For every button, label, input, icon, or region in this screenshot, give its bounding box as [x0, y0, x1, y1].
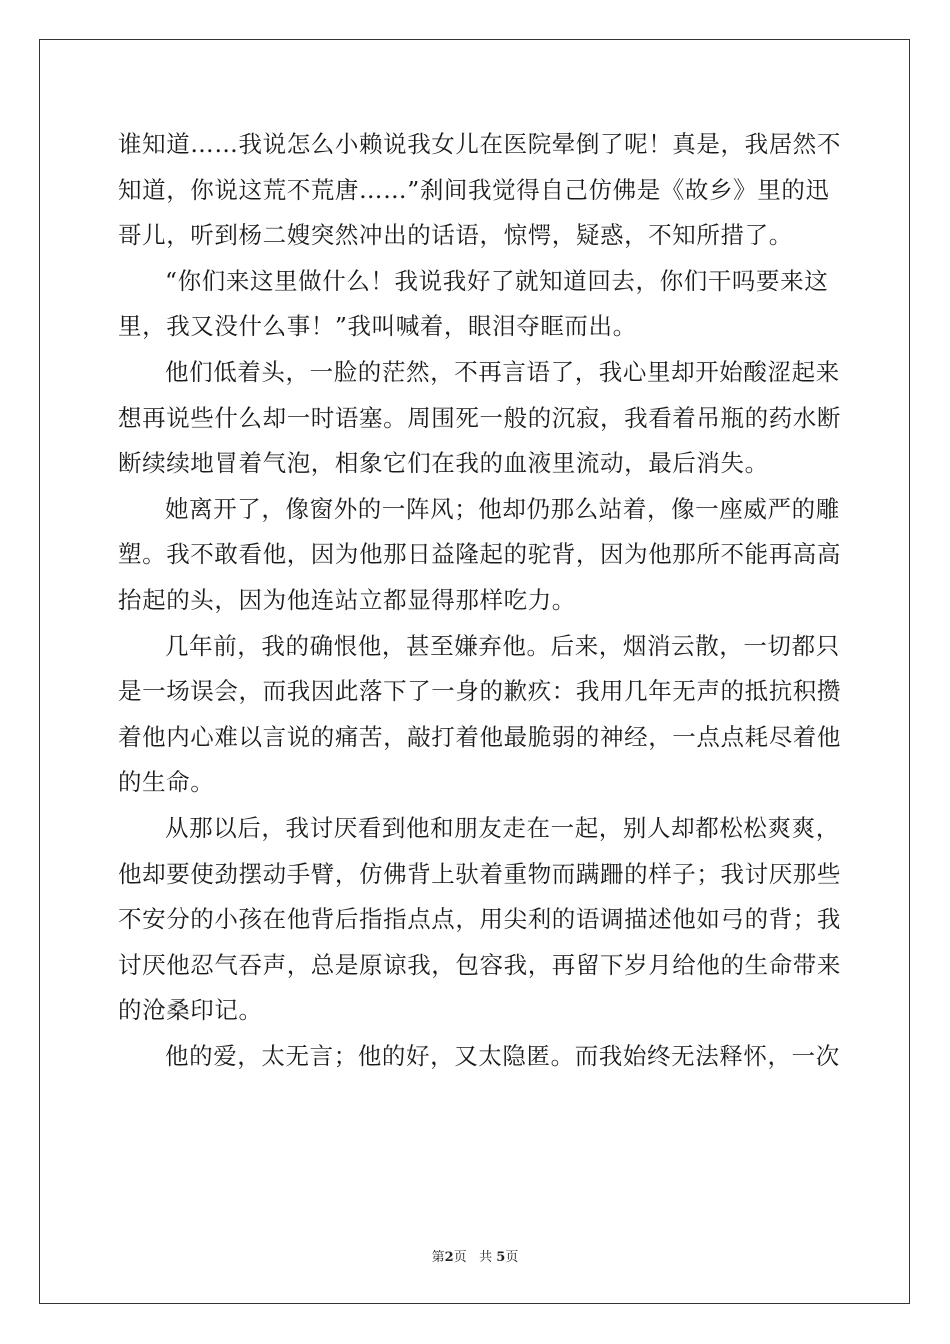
- text-line: 的生命。: [118, 768, 215, 797]
- text-line: 从那以后，我讨厌看到他和朋友走在一起，别人却都松松爽爽，: [165, 813, 840, 842]
- total-pages-prefix: 共: [479, 1250, 493, 1265]
- text-line: “你们来这里做什么！我说我好了就知道回去，你们干吗要来这: [165, 266, 829, 295]
- text-line: 他们低着头，一脸的茫然，不再言语了，我心里却开始酸涩起来: [165, 357, 840, 386]
- text-line: 里，我又没什么事！”我叫喊着，眼泪夺眶而出。: [118, 312, 637, 341]
- page-number: 2: [444, 1250, 454, 1265]
- text-line: 是一场误会，而我因此落下了一身的歉疚：我用几年无声的抵抗积攒: [118, 677, 841, 706]
- text-line: 知道，你说这荒不荒唐……”刹间我觉得自己仿佛是《故乡》里的迅: [118, 175, 830, 204]
- text-line: 想再说些什么却一时语塞。周围死一般的沉寂，我看着吊瓶的药水断: [118, 403, 841, 432]
- text-line: 不安分的小孩在他背后指指点点，用尖利的语调描述他如弓的背；我: [118, 905, 841, 934]
- total-pages: 5: [496, 1250, 506, 1265]
- text-line: 抬起的头，因为他连站立都显得那样吃力。: [118, 585, 576, 614]
- total-pages-suffix: 页: [505, 1250, 519, 1265]
- paragraph: [118, 122, 841, 259]
- text-line: 她离开了，像窗外的一阵风；他却仍那么站着，像一座威严的雕: [165, 494, 840, 523]
- text-line: 讨厌他忍气吞声，总是原谅我，包容我，再留下岁月给他的生命带来: [118, 950, 841, 979]
- paragraph: [118, 487, 841, 624]
- text-line: 断续续地冒着气泡，相象它们在我的血液里流动，最后消失。: [118, 449, 769, 478]
- paragraph: [118, 624, 841, 806]
- page-number-suffix: 页: [453, 1250, 467, 1265]
- page-footer: [0, 1246, 950, 1265]
- text-line: 着他内心难以言说的痛苦，敲打着他最脆弱的神经，一点点耗尽着他: [118, 722, 841, 751]
- text-line: 他却要使劲摆动手臂，仿佛背上驮着重物而蹒跚的样子；我讨厌那些: [118, 859, 841, 888]
- text-line: 谁知道……我说怎么小赖说我女儿在医院晕倒了呢！真是，我居然不: [118, 130, 841, 158]
- paragraph: [118, 1034, 838, 1080]
- text-line: 他的爱，太无言；他的好，又太隐匿。而我始终无法释怀，一次: [165, 1041, 840, 1070]
- text-line: 几年前，我的确恨他，甚至嫌弃他。后来，烟消云散，一切都只: [165, 631, 840, 660]
- paragraph: [118, 806, 841, 1034]
- paragraph: [118, 350, 841, 487]
- text-line: 的沧桑印记。: [118, 996, 263, 1025]
- document-body: [118, 122, 841, 1079]
- text-line: 哥儿，听到杨二嫂突然冲出的话语，惊愕，疑惑，不知所措了。: [118, 221, 793, 250]
- page-number-prefix: 第: [431, 1250, 445, 1265]
- text-line: 塑。我不敢看他，因为他那日益隆起的驼背，因为他那所不能再高高: [118, 540, 841, 569]
- paragraph: [118, 259, 838, 350]
